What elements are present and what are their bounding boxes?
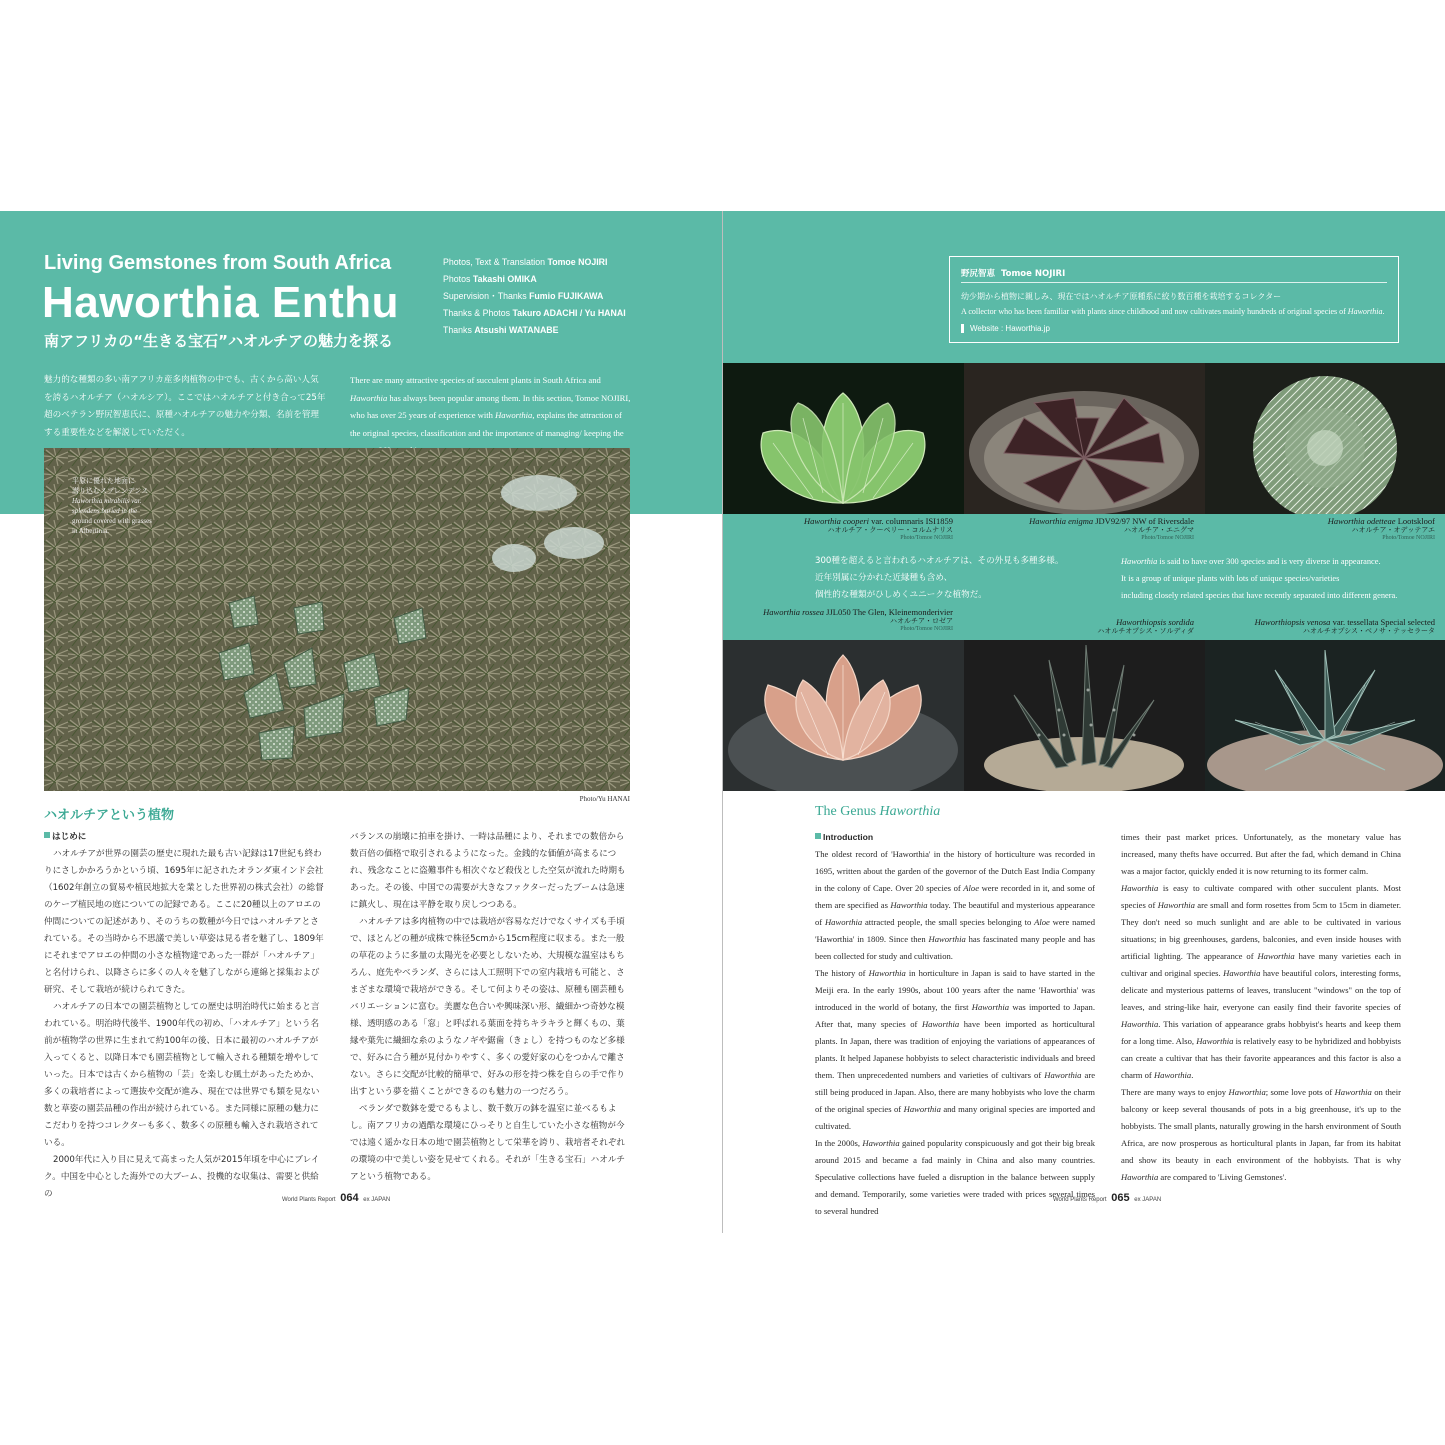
caption-venosa [1205, 617, 1435, 636]
caption-photo: Photo/Tomoe NOJIRI [1141, 534, 1194, 541]
caption-name: Haworthia rossea JJL050 The Glen, Kleinemonderivier [763, 607, 953, 617]
credits-block [443, 254, 673, 339]
website-link[interactable]: Website : Haworthia.jp [961, 324, 1050, 333]
right-body-col1 [815, 829, 1095, 1220]
caption-line: 潜り込むスプレンデンス [72, 487, 149, 495]
caption-line: 平原に優れた地面に [72, 477, 135, 485]
habitat-photo-caption [72, 476, 192, 536]
mid-text-jp [815, 553, 1115, 604]
plant-photo-enigma [964, 363, 1205, 514]
paragraph: ハオルチアは多肉植物の中では栽培が容易なだけでなくサイズも手頃で、ほとんどの種が成株で株径5cmから15cm程度に収まる。また一般の草花のように多量の太陽光を必要としないため、大規模な温室はもちろん、庭先やベランダ、さらには人工照明下での室内栽培も可能と、さまざまな環境で栽培ができる。そして何よりその姿は、原種も園芸種もバリエーションに富む。美麗な色合いや興味深い形、繊細かつ奇妙な模様、透明感のある「窓」と呼ばれる葉面を持ちキラキラと輝くもの、葉縁や葉先に繊細な糸のようなノギや鋸歯（きょし）を持つものなど多様で、好みに合う種が見付かりやすく、多くの愛好家の心をつかんで離さない。さらに交配が比較的簡単で、好みの形を持つ株を自らの手で作り出すという夢を描くことができるのも魅力の一つだろう。 [350, 917, 626, 1097]
credit-line: Photos, Text & Translation Tomoe NOJIRI [443, 257, 608, 267]
caption-jp: ハオルチア・エニグマ [1124, 526, 1194, 535]
bio-en: A collector who has been familiar with plants since childhood and now cultivates mainly hundreds of original species of Haworthia. [961, 307, 1385, 316]
right-folio: World Plants Report 065 ex JAPAN [1053, 1192, 1162, 1204]
caption-jp: ハオルチオプシス・ソルディダ [1097, 627, 1194, 636]
plant-photo-rossea [723, 640, 964, 791]
plant-photo-sordida [964, 640, 1205, 791]
plant-photo-odetteae [1205, 363, 1445, 514]
article-title: Haworthia Enthu [42, 278, 400, 327]
paragraph: 2000年代に入り目に見えて高まった人気が2015年頃を中心にブレイク。中国を中心とした海外での大ブーム、投機的な収集は、需要と供給の [44, 1155, 320, 1199]
bio-name: 野尻智恵 Tomoe NOJIRI [961, 269, 1066, 279]
caption-rossea [723, 607, 953, 633]
caption-line: Haworthia mirabilis var. [72, 497, 142, 505]
page-number: 065 [1111, 1192, 1130, 1204]
mid-jp-line: 300種を超えると言われるハオルチアは、その外見も多種多様。 [815, 556, 1064, 566]
intro-en: There are many attractive species of succulent plants in South Africa and Haworthia has always been popular among them. In this section, Tomoe NOJIRI, who has over 25 years of experience with Haworthia, explains the attraction of the original species, classification and the importance of managing/ keeping the [350, 375, 631, 438]
caption-jp: ハオルチア・クーペリー・コルムナリス [827, 526, 953, 535]
credit-line: Supervision・Thanks Fumio FUJIKAWA [443, 291, 604, 301]
bio-divider [961, 282, 1387, 283]
mid-en-line: including closely related species that have recently separated into different genera. [1121, 591, 1398, 600]
caption-jp: ハオルチア・ロゼア [890, 617, 953, 626]
intro-heading: Introduction [815, 829, 1095, 846]
caption-name: Haworthia odetteae Lootskloof [1327, 516, 1435, 526]
right-body-col2 [1121, 829, 1401, 1186]
caption-photo: Photo/Tomoe NOJIRI [1382, 534, 1435, 541]
bio-box [949, 256, 1399, 343]
paragraph: ベランダで数鉢を愛でるもよし、数千数万の鉢を温室に並べるもよし。南アフリカの過酷な環境にひっそりと自生していた小さな植物が今では遠く遥かな日本の地で園芸植物として栄華を誇り、栽培者それぞれの環境の中で美しい姿を見せてくれる。それが「生きる宝石」ハオルチアという植物である。 [350, 1104, 626, 1182]
caption-jp: ハオルチオプシス・ベノサ・テッセラータ [1302, 627, 1435, 636]
caption-odetteae [1205, 516, 1435, 542]
left-folio: World Plants Report 064 ex JAPAN [282, 1192, 391, 1204]
paragraph: バランスの崩壊に拍車を掛け、一時は品種により、それまでの数倍から数百倍の価格で取引されるようになった。金銭的な価値が高まるにつれ、残念なことに盗難事件も相次ぐなど殺伐とした空気が流れた時期もあった。その後、中国での需要が大きなファクターだったブームは急速に鎮火し、現在は平静を取り戻しつつある。 [350, 832, 626, 910]
bio-jp: 幼少期から植物に親しみ、現在ではハオルチア原種系に絞り数百種を栽培するコレクター [961, 292, 1282, 301]
mid-en-line: It is a group of unique plants with lots of unique species/varieties [1121, 574, 1340, 583]
credit-line: Thanks Atsushi WATANABE [443, 325, 559, 335]
caption-enigma [964, 516, 1194, 542]
credit-line: Thanks & Photos Takuro ADACHI / Yu HANAI [443, 308, 626, 318]
article-subtitle: Living Gemstones from South Africa [44, 252, 392, 274]
caption-sordida [964, 617, 1194, 636]
caption-name: Haworthiopsis sordida [1116, 617, 1194, 627]
caption-photo: Photo/Tomoe NOJIRI [900, 625, 953, 632]
credit-line: Photos Takashi OMIKA [443, 274, 537, 284]
square-bullet-icon [815, 833, 821, 839]
paragraph: ハオルチアが世界の園芸の歴史に現れた最も古い記録は17世紀も終わりにさしかかろうかという頃、1695年に記されたオランダ東インド会社（1602年創立の貿易や植民地拡大を業とした世界初の株式会社）の総督のケープ植民地の庭についての記録である。ここに20種以上のアロエの仲間についての記述があり、そのうちの数種が今日ではハオルチアとされている。その当時から不思議で美しい草姿は見る者を魅了し、1809年にそれまでアロエの仲間の小さな植物達であった一群が「ハオルチア」と名付けられ、以降さらに多くの人々を魅了しながら連綿と採集および研究、そして栽培が続けられてきた。 [44, 849, 324, 995]
body-text: The oldest record of 'Haworthia' in the history of horticulture was recorded in 1695, written about the garden of the governor of the Dutch East India Company in the colony of Cape. Over 20 species of Aloe were recorded in it, and some of them are specified as Haworthia today. The beautiful and mysterious appearance of Haworthia attracted people, the small species belonging to Aloe were named 'Haworthia' in 1809. Since then Haworthia has fascinated many people and has been collected for study and cultivation. The history of Haworthia in horticulture in Japan is said to have started in the Meiji era. In the early 1990s, about 100 years after the name 'Haworthia' was introduced in the world of botany, the first Haworthia was imported to Japan. After that, many species of Haworthia have been imported as horticultural plants. In Japan, there was tradition of enjoying the variations of appearances of plants. It helped Japanese hobbyists to select characteristic individuals and breed them. Then unprecedented numbers and varieties of cultivars of Haworthia are still being produced in Japan. Also, there are many hobbyists who love the charm of the original species of Haworthia and many original species are imported and cultivated. In the 2000s, Haworthia gained popularity conspicuously and got their big break around 2015 and became a fad mainly in China and also many countries. Speculative collections have fueled a disruption in the balance between supply and demand. Temporarily, some varieties were traded with prices several times to several hundred [815, 849, 1096, 1216]
right-section-title: The Genus Haworthia [815, 804, 941, 819]
caption-photo: Photo/Tomoe NOJIRI [900, 534, 953, 541]
left-body-col2 [350, 829, 630, 1186]
mid-en-line: Haworthia is said to have over 300 species and is very diverse in appearance. [1121, 557, 1381, 566]
left-body-col1 [44, 829, 324, 1203]
habitat-photo-credit: Photo/Yu HANAI [579, 795, 630, 803]
page-number: 064 [340, 1192, 359, 1204]
body-text: times their past market prices. Unfortunately, as the monetary value has increased, many thefts have occurred. But after the fad, which demand in China was a major factor, quickly ended it is now returning to its former calm. Haworthia is easy to cultivate compared with other succulent plants. Most species of Haworthia are small and form rosettes from 5cm to 15cm in diameter. They don't need so much sunlight and are able to be cultivated in various situations; in big greenhouses, gardens, balconies, and even inside houses with artificial lighting. The appearance of Haworthia have many varieties each in cultivar and original species. Haworthia have beautiful colors, interesting forms, delicate and mysterious patterns of leaves, translucent "windows" on the top of leaves, and string-like hair, everyone can easily find their favorite species of Haworthia. This variation of appearance grabs hobbyist's hearts and keep them for a long time. Also, Haworthia is relatively easy to be hybridized and hobbyists can create a cultivar that has their favorite appearances and this factor is also a charm of Haworthia. There are many ways to enjoy Haworthia; some love pots of Haworthia on their balcony or keep several thousands of pots in a big greenhouse, it's up to the hobbyists. The small plants, naturally growing in the harsh environment of South Africa, are now prosperous as horticultural plants in Japan, far from its habitat and show its beauty in each environment of the hobbyists. That is why Haworthia are compared to 'Living Gemstones'. [1121, 832, 1402, 1182]
left-section-title: ハオルチアという植物 [44, 808, 175, 823]
caption-jp: ハオルチア・オデッテアエ [1351, 526, 1435, 535]
square-bullet-icon [44, 832, 50, 838]
caption-name: Haworthia enigma JDV92/97 NW of Riversdale [1029, 516, 1194, 526]
caption-line: splendens buried in the [72, 507, 138, 515]
caption-cooperi [723, 516, 953, 542]
intro-jp: 魅力的な種類の多い南アフリカ産多肉植物の中でも、古くから高い人気を誇るハオルチア（ハオルシア）。ここではハオルチアと付き合って25年超のベテラン野尻智恵氏に、原種ハオルチアの魅力や分類、名前を管理する重要性などを解説していただく。 [44, 375, 326, 438]
mid-text-en [1121, 553, 1441, 604]
intro-heading: はじめに [44, 829, 324, 846]
mid-jp-line: 近年別属に分かれた近縁種も含め、 [815, 573, 953, 583]
caption-line: ground covered with grasses [72, 517, 152, 525]
plant-photo-venosa [1205, 640, 1445, 791]
paragraph: ハオルチアの日本での園芸植物としての歴史は明治時代に始まると言われている。明治時代後半、1900年代の初め、「ハオルチア」という名前が植物学の世界に生まれて約100年の後、日本に最初のハオルチアが入ってくると、以降日本でも園芸植物として輸入される種類を増やしていった。日本では古くから植物の「芸」を楽しむ風土があったためか、多くの栽培者によって選抜や交配が進み、現在では世界でも類を見ない数と草姿の園芸品種の作出が続けられている。また同様に原種の魅力にこだわりを持つコレクターも多く、数多くの原種も輸入され栽培されている。 [44, 1002, 320, 1148]
caption-name: Haworthia cooperi var. columnaris ISI1859 [804, 516, 953, 526]
mid-jp-line: 個性的な種類がひしめくユニークな植物だ。 [815, 590, 987, 600]
caption-name: Haworthiopsis venosa var. tessellata Special selected [1254, 617, 1435, 627]
plant-photo-cooperi [723, 363, 964, 514]
article-jp-title: 南アフリカの“生きる宝石”ハオルチアの魅力を探る [44, 332, 393, 350]
caption-line: in Albertinia. [72, 527, 109, 535]
